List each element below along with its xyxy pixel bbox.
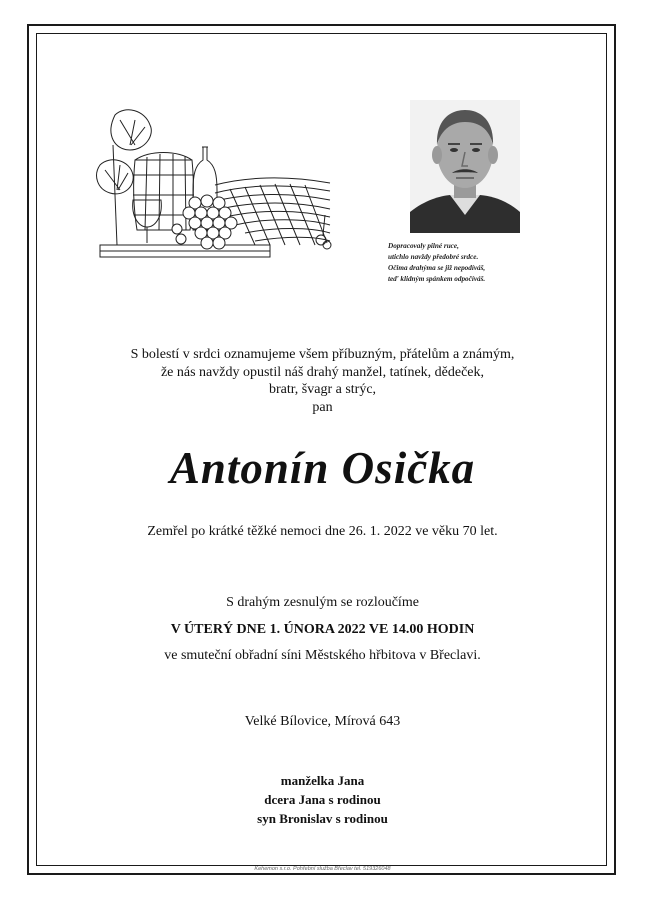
family-member: manželka Jana [280,773,365,788]
death-notice: Zemřel po krátké těžké nemoci dne 26. 1. 2022 ve věku 70 let. [147,524,498,539]
verse-line: teď klidným spánkem odpočíváš. [388,275,486,283]
announcement-line: pan [312,399,333,415]
announcement-text [40,346,605,416]
announcement-line: S bolestí v srdci oznamujeme všem příbuzným, přátelům a známým, [130,347,515,362]
portrait-photo [410,100,520,233]
family-signatures [40,771,605,828]
vineyard-illustration [95,105,335,270]
ceremony-intro: S drahým zesnulým se rozloučíme [226,595,419,610]
verse-line: Očima drahýma se již nepodíváš, [388,264,486,272]
family-member: dcera Jana s rodinou [264,792,381,807]
funeral-service-footer: Kehemon s.r.o. Pohřební služba Břeclav tel. 519326048 [254,866,391,872]
ceremony-place: ve smuteční obřadní síni Městského hřbitova v Břeclavi. [164,648,481,663]
announcement-line: že nás navždy opustil náš drahý manžel, tatínek, dědeček, [160,364,485,380]
verse-line: utichlo navždy předobré srdce. [388,253,479,261]
memorial-verse [388,241,553,285]
verse-line: Dopracovaly pilné ruce, [388,242,459,250]
family-member: syn Bronislav s rodinou [257,811,388,826]
announcement-line: bratr, švagr a strýc, [268,382,377,397]
ceremony-datetime: V ÚTERÝ DNE 1. ÚNORA 2022 VE 14.00 HODIN [170,622,475,637]
address: Velké Bílovice, Mírová 643 [244,714,401,729]
deceased-name: Antonín Osička [169,443,476,493]
